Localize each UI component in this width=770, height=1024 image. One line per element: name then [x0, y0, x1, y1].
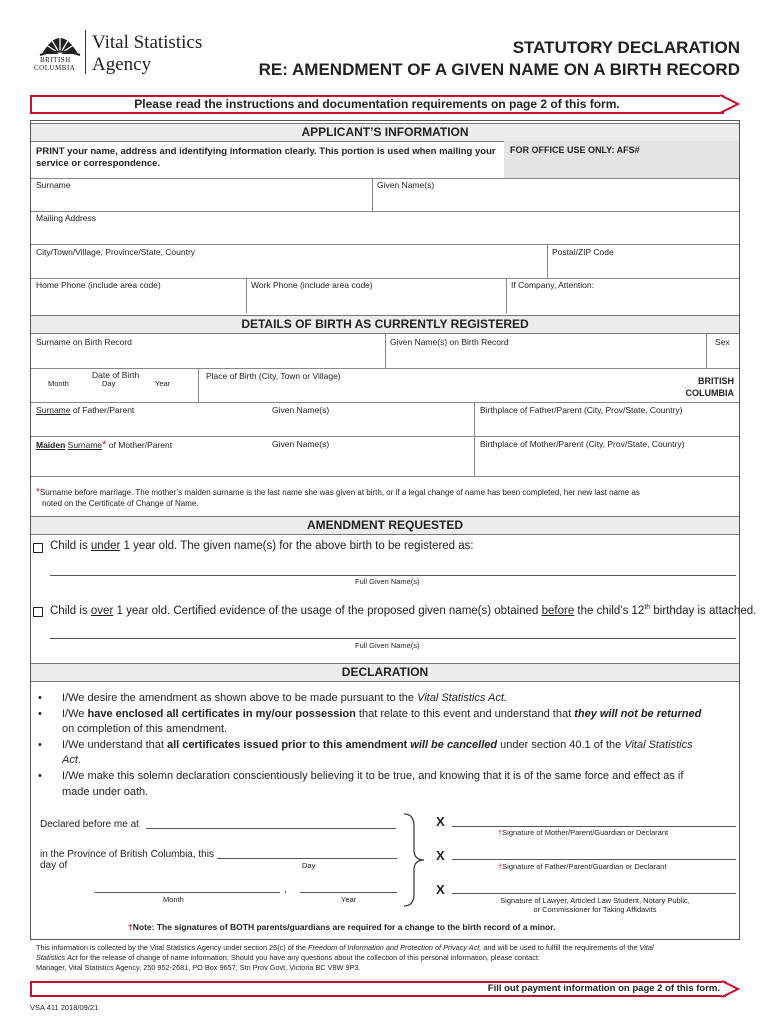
instructions-banner: Please read the instructions and documentation requirements on page 2 of this form. — [30, 95, 724, 114]
province-bc-line1: BRITISH — [698, 376, 734, 386]
sig3-label-2: or Commissioner for Taking Affidavits — [533, 905, 657, 914]
signature-commissioner-field[interactable] — [452, 893, 736, 894]
full-given-label-1: Full Given Name(s) — [355, 577, 420, 586]
applicant-section-heading: APPLICANT’S INFORMATION — [31, 123, 739, 142]
given-names-field[interactable] — [377, 192, 732, 208]
declared-day-field[interactable] — [217, 858, 397, 859]
mailing-address-label: Mailing Address — [36, 213, 97, 223]
declared-before-label: Declared before me at — [40, 819, 139, 830]
day-label: Day — [302, 861, 316, 870]
declaration-section-heading: DECLARATION — [31, 663, 739, 682]
dob-label: Date of Birth — [92, 370, 140, 380]
mailing-address-field[interactable] — [36, 225, 734, 241]
sig1-label: †Signature of Mother/Parent/Guardian or Declarant — [498, 828, 669, 837]
province-line1: in the Province of British Columbia, this — [40, 849, 214, 860]
over-one-checkbox[interactable] — [33, 605, 45, 617]
surname-label: Surname — [36, 180, 71, 190]
mother-surname-label: Maiden Surname* of Mother/Parent — [36, 439, 173, 451]
bullet-3: • — [38, 739, 42, 751]
declaration-bullet-3: I/We understand that all certificates issued prior to this amendment will be cancelled under section 40.1 of the Vital Statistics — [62, 739, 693, 751]
month-label: Month — [163, 895, 184, 904]
declaration-bullet-4: I/We make this solemn declaration conscientiously believing it to be true, and knowing that it is of the same force and effect as if — [62, 770, 684, 782]
mother-birthplace-label: Birthplace of Mother/Parent (City, Prov/State, Country) — [480, 439, 685, 449]
bullet-4: • — [38, 770, 42, 782]
under-one-given-names-field[interactable] — [50, 575, 736, 576]
signature-mother-field[interactable] — [452, 826, 736, 827]
mother-birthplace-field[interactable] — [480, 451, 734, 471]
maiden-footnote-line1: *Surname before marriage. The mother’s maiden surname is the last name she was given at birth, or if a legal change of name has been completed, her new last name as — [36, 487, 640, 498]
birth-given-label: Given Name(s) on Birth Record — [390, 337, 509, 347]
logo-divider — [85, 30, 86, 74]
sex-label: Sex — [715, 337, 730, 347]
payment-banner-text: Fill out payment information on page 2 of this form. — [487, 983, 720, 994]
dob-field[interactable] — [40, 388, 190, 400]
privacy-notice — [36, 943, 736, 973]
dob-year-label: Year — [155, 379, 171, 388]
privacy-line1: This information is collected by the Vital Statistics Agency under section 26(c) of the Freedom of Information and Protection of Privacy Act, and will be used to fulfill the requirements of the Vital — [36, 943, 654, 952]
declaration-bullet-2: I/We have enclosed all certificates in my/our possession that relate to this event and understand that they will not be returned — [62, 708, 702, 720]
sig3-label-1: Signature of Lawyer, Articled Law Student, Notary Public, — [500, 896, 690, 905]
work-phone-label: Work Phone (include area code) — [251, 280, 373, 290]
surname-field[interactable] — [36, 192, 366, 208]
banner-arrow-icon — [720, 94, 740, 114]
amendment-section-heading: AMENDMENT REQUESTED — [31, 516, 739, 535]
applicant-instructions: PRINT your name, address and identifying information clearly. This portion is used when mailing your service or correspondence. — [36, 146, 496, 169]
mother-given-label: Given Name(s) — [272, 439, 330, 449]
maiden-footnote-line2: noted on the Certificate of Change of Name. — [42, 499, 199, 508]
sig1-x: X — [436, 814, 445, 829]
bc-sun-logo-icon — [38, 28, 82, 56]
over-one-given-names-field[interactable] — [50, 638, 736, 639]
city-label: City/Town/Village, Province/State, Country — [36, 247, 196, 257]
work-phone-field[interactable] — [251, 292, 501, 308]
place-of-birth-field[interactable] — [206, 383, 666, 399]
payment-arrow-icon — [722, 979, 740, 999]
form-title-line2: RE: AMENDMENT OF A GIVEN NAME ON A BIRTH RECORD — [258, 60, 740, 79]
logo-bc-line1: BRITISH — [40, 56, 71, 64]
father-name-field[interactable] — [36, 417, 468, 433]
mother-name-field[interactable] — [36, 451, 468, 471]
under-one-checkbox[interactable] — [33, 541, 45, 553]
signature-father-field[interactable] — [452, 859, 736, 860]
father-birthplace-label: Birthplace of Father/Parent (City, Prov/State, Country) — [480, 405, 683, 415]
form-id: VSA 411 2018/09/21 — [30, 1003, 99, 1012]
under-one-option-text: Child is under 1 year old. The given name(s) for the above birth to be registered as: — [50, 540, 474, 552]
logo-bc-line2: COLUMBIA — [34, 64, 76, 72]
declaration-bullet-3-cont: Act. — [62, 754, 81, 766]
birth-surname-field[interactable] — [36, 349, 381, 365]
logo-org-line2: Agency — [92, 54, 152, 75]
given-names-label: Given Name(s) — [377, 180, 435, 190]
home-phone-label: Home Phone (include area code) — [36, 280, 161, 290]
company-field[interactable] — [511, 292, 734, 308]
father-given-label: Given Name(s) — [272, 405, 330, 415]
dob-day-label: Day — [102, 379, 116, 388]
province-bc-line2: COLUMBIA — [685, 388, 734, 398]
father-birthplace-field[interactable] — [480, 417, 734, 433]
month-year-comma: , — [284, 884, 287, 895]
over-one-option-text: Child is over 1 year old. Certified evidence of the usage of the proposed given name(s) obtained before the child’s 12th birthday is attached. — [50, 604, 757, 617]
office-use-label: FOR OFFICE USE ONLY: AFS# — [510, 145, 640, 155]
province-line2: day of — [40, 860, 68, 871]
brace-icon — [400, 812, 428, 908]
logo-org-line1: Vital Statistics — [92, 32, 203, 53]
declaration-bullet-1: I/We desire the amendment as shown above to be made pursuant to the Vital Statistics Act. — [62, 692, 507, 704]
privacy-line3: Manager, Vital Statistics Agency, 250 952-2681, PO Box 9657, Stn Prov Govt, Victoria BC V8W 9P3. — [36, 963, 361, 972]
father-surname-label: Surname of Father/Parent — [36, 405, 135, 415]
declaration-bullet-4-cont: made under oath. — [62, 786, 149, 798]
declared-location-field[interactable] — [146, 828, 396, 829]
declared-month-field[interactable] — [95, 892, 280, 893]
sex-field[interactable] — [710, 349, 736, 365]
birth-given-field[interactable] — [390, 349, 700, 365]
sig2-label: †Signature of Father/Parent/Guardian or Declarant — [498, 862, 667, 871]
declaration-bullet-2-cont: on completion of this amendment. — [62, 723, 228, 735]
year-label: Year — [341, 895, 357, 904]
city-field[interactable] — [36, 259, 541, 275]
postal-label: Postal/ZIP Code — [552, 247, 614, 257]
privacy-line2: Statistics Act for the release of change of name information. Should you have any questions about the collection of this personal information, please contact: — [36, 953, 540, 962]
form-title-line1: STATUTORY DECLARATION — [512, 38, 740, 57]
postal-field[interactable] — [552, 259, 734, 275]
dob-month-label: Month — [48, 379, 69, 388]
bullet-2: • — [38, 708, 42, 720]
sig3-x: X — [436, 882, 445, 897]
sig2-x: X — [436, 848, 445, 863]
full-given-label-2: Full Given Name(s) — [355, 641, 420, 650]
birth-section-heading: DETAILS OF BIRTH AS CURRENTLY REGISTERED — [31, 315, 739, 334]
bullet-1: • — [38, 692, 42, 704]
birth-surname-label: Surname on Birth Record — [36, 337, 132, 347]
home-phone-field[interactable] — [36, 292, 241, 308]
company-label: If Company, Attention: — [511, 280, 594, 290]
declared-year-field[interactable] — [300, 892, 397, 893]
place-of-birth-label: Place of Birth (City, Town or Village) — [206, 371, 341, 381]
parents-note: †Note: The signatures of BOTH parents/guardians are required for a change to the birth record of a minor. — [128, 922, 556, 932]
